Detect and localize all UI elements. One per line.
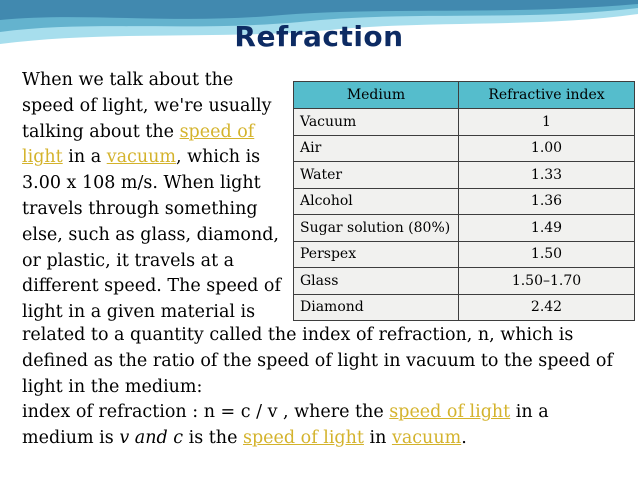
vacuum-link[interactable]: vacuum	[106, 147, 176, 168]
index-cell: 1.00	[459, 135, 635, 162]
table-row	[294, 268, 635, 295]
text-line: 3.00 x 108 m/s. When light	[22, 173, 261, 194]
header-medium: Medium	[294, 82, 459, 109]
text-line: related to a quantity called the index of refraction, n, which is	[22, 325, 574, 345]
text-line: light in a given material is	[22, 302, 256, 323]
medium-cell: Vacuum	[294, 109, 459, 136]
medium-cell: Alcohol	[294, 188, 459, 215]
medium-cell: Water	[294, 162, 459, 189]
text-line: When we talk about the	[22, 70, 234, 90]
speed-of-light-link[interactable]: speed of	[179, 121, 255, 142]
text-fragment: in a	[510, 402, 549, 423]
table-row	[294, 109, 635, 136]
text-line: light in the medium:	[22, 376, 203, 397]
text-fragment: medium is	[22, 428, 120, 449]
index-cell: 1.33	[459, 162, 635, 189]
refractive-index-table-container	[293, 81, 636, 316]
header-refractive-index: Refractive index	[459, 82, 635, 109]
speed-of-light-link[interactable]: speed of light	[243, 428, 364, 449]
table-row	[294, 241, 635, 268]
table-header-row	[294, 82, 635, 109]
text-fragment: in a	[62, 147, 107, 168]
index-cell: 2.42	[459, 294, 635, 321]
text-line: else, such as glass, diamond,	[22, 224, 279, 245]
text-line: defined as the ratio of the speed of light in vacuum to the speed of	[22, 350, 613, 371]
speed-of-light-link-cont[interactable]: light	[22, 147, 63, 168]
refractive-index-table	[293, 81, 635, 321]
index-cell: 1.50–1.70	[459, 268, 635, 295]
text-fragment: , which is	[175, 147, 261, 168]
table-row	[294, 294, 635, 321]
text-line: speed of light, we're usually	[22, 95, 272, 116]
table-row	[294, 215, 635, 242]
text-line: or plastic, it travels at a	[22, 250, 235, 271]
vacuum-link[interactable]: vacuum	[391, 428, 462, 449]
table-row	[294, 135, 635, 162]
text-fragment: is the	[183, 428, 243, 449]
medium-cell: Perspex	[294, 241, 459, 268]
table-row	[294, 162, 635, 189]
index-cell: 1.50	[459, 241, 635, 268]
medium-cell: Glass	[294, 268, 459, 295]
index-cell: 1	[459, 109, 635, 136]
paragraph-wide	[22, 323, 632, 452]
text-line: different speed. The speed of	[22, 276, 281, 297]
emphasis-text: v and c	[119, 428, 184, 449]
index-cell: 1.36	[459, 188, 635, 215]
speed-of-light-link[interactable]: speed of light	[389, 402, 511, 423]
medium-cell: Air	[294, 135, 459, 162]
slide-title: Refraction	[234, 20, 404, 53]
text-line: travels through something	[22, 198, 258, 219]
table-row	[294, 188, 635, 215]
medium-cell: Diamond	[294, 294, 459, 321]
index-cell: 1.49	[459, 215, 635, 242]
text-fragment: index of refraction : n = c / v , where the	[22, 402, 390, 423]
text-line: talking about the	[22, 121, 174, 142]
text-fragment: .	[461, 428, 467, 449]
medium-cell: Sugar solution (80%)	[294, 215, 459, 242]
paragraph-left	[22, 68, 284, 326]
text-fragment: in	[363, 428, 392, 449]
